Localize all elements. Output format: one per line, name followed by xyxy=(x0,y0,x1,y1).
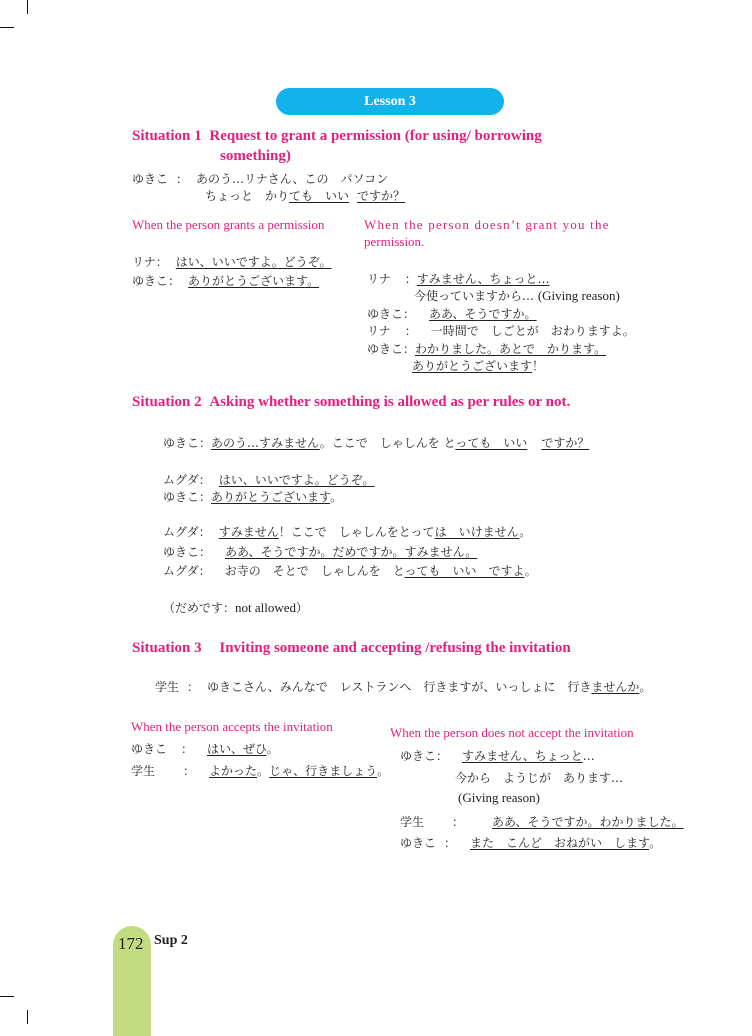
punctuation: 。 xyxy=(330,490,343,504)
dialogue-text: ああ、そうですか。わかりました。 xyxy=(492,815,684,829)
separator: ： xyxy=(404,324,417,338)
separator: ： xyxy=(452,815,465,829)
situation2-heading xyxy=(132,394,570,411)
speaker: リナ xyxy=(367,272,391,286)
dialogue-text: ありがとうございます。 xyxy=(188,274,320,288)
situation2-title: Asking whether something is allowed as per rules or not. xyxy=(209,394,571,410)
s1-grant-line1 xyxy=(132,253,332,270)
grammar-highlight: ても いい xyxy=(289,189,350,203)
dialogue-text: あのう…すみません xyxy=(211,436,320,450)
s2-line3 xyxy=(163,488,342,505)
situation1-heading xyxy=(132,128,542,145)
speaker: 学生 xyxy=(131,764,156,778)
speaker: ゆきこ xyxy=(163,490,200,504)
s1-deny-line6 xyxy=(412,357,544,374)
speaker: ゆきこ xyxy=(400,749,437,763)
grammar-highlight: ませんか xyxy=(591,680,640,694)
situation1-title-line1: Request to grant a permission (for using/ borrowing xyxy=(209,128,542,144)
separator: ： xyxy=(183,764,196,778)
crop-mark-bottom-left-h xyxy=(0,996,14,997)
note-en: not allowed xyxy=(235,600,297,615)
situation3-title: Inviting someone and accepting /refusing the invitation xyxy=(219,640,571,656)
supplement-label: Sup 2 xyxy=(154,933,188,948)
speaker: ゆきこ xyxy=(367,307,404,321)
situation1-number: Situation 1 xyxy=(132,128,202,144)
speaker: ムグダ xyxy=(163,525,199,539)
dialogue-text: はい、ぜひ xyxy=(207,742,267,756)
dialogue-text: 。ここで しゃしんを と xyxy=(319,436,456,450)
separator: ： xyxy=(199,490,212,504)
dialogue-text: お寺の そとで しゃしんを と xyxy=(224,564,405,578)
grammar-highlight: っても いい xyxy=(455,436,528,450)
speaker: リナ xyxy=(367,324,391,338)
situation3-number: Situation 3 xyxy=(132,640,202,656)
s3-refuse-line2: 今から ようじが あります… xyxy=(455,771,624,785)
speaker: ゆきこ xyxy=(163,436,200,450)
dialogue-text: ああ、そうですか。だめですか。すみません。 xyxy=(225,545,478,559)
s1-deny-label-line2: permission. xyxy=(364,234,425,249)
s1-deny-line5 xyxy=(367,340,606,357)
separator: ： xyxy=(198,525,211,539)
s1-deny-line4 xyxy=(367,322,635,339)
dialogue-text: 今使っていますから… xyxy=(414,289,535,303)
dialogue-text: すみません xyxy=(218,525,279,539)
dialogue-text: ありがとうございます xyxy=(211,490,331,504)
s2-line1 xyxy=(163,434,589,451)
s2-line2 xyxy=(163,471,375,488)
speaker: 学生 xyxy=(155,680,180,694)
separator: ： xyxy=(155,255,168,269)
s3-refuse-line4 xyxy=(400,813,684,830)
dialogue-text: ちょっと かり xyxy=(205,189,290,203)
dialogue-text: ですか？ xyxy=(541,436,590,450)
separator: ： xyxy=(404,272,417,286)
grammar-highlight: っても いい ですよ xyxy=(404,564,525,578)
punctuation: ！ xyxy=(532,359,545,373)
crop-mark-top-left-h xyxy=(0,27,14,28)
s1-grant-label: When the person grants a permission xyxy=(132,217,325,232)
s1-question-line2 xyxy=(205,187,405,204)
s2-line5 xyxy=(163,543,477,560)
dialogue-text: はい、いいですよ。どうぞ。 xyxy=(175,255,332,269)
separator: ： xyxy=(436,749,449,763)
s3-refuse-label: When the person does not accept the invitation xyxy=(390,725,634,740)
separator: ： xyxy=(199,436,212,450)
s3-refuse-line3: (Giving reason) xyxy=(458,790,540,805)
dialogue-text: ！ここで しゃしんをとって xyxy=(278,525,435,539)
dialogue-text: ああ、そうですか。 xyxy=(429,307,537,321)
s3-refuse-line1 xyxy=(400,747,595,764)
separator: ： xyxy=(168,274,181,288)
dialogue-text: あのう…リナさん、この パソコン xyxy=(196,172,389,186)
s1-deny-label-line1: When the person doesn’t grant you the xyxy=(364,217,610,232)
dialogue-text: ゆきこさん、みんなで レストランへ 行きますが、いっしょに 行き xyxy=(207,680,592,694)
s1-deny-line2 xyxy=(414,287,620,304)
speaker: 学生 xyxy=(400,815,425,829)
dialogue-text: はい、いいですよ。どうぞ。 xyxy=(218,473,375,487)
dialogue-text: じゃ、行きましょう xyxy=(269,764,378,778)
s3-refuse-line5 xyxy=(400,834,661,851)
lesson-title-banner: Lesson 3 xyxy=(276,88,504,115)
dialogue-text: 一時間で しごとが おわりますよ。 xyxy=(430,324,635,338)
s3-invite-line xyxy=(155,678,651,695)
speaker: ゆきこ xyxy=(132,172,169,186)
grammar-highlight: は いけません xyxy=(434,525,520,539)
s3-accept-label: When the person accepts the invitation xyxy=(131,719,333,734)
dialogue-text: よかった xyxy=(209,764,258,778)
punctuation: … xyxy=(582,749,595,763)
punctuation: ） xyxy=(296,601,309,615)
separator: ： xyxy=(198,473,211,487)
crop-mark-bottom-left-v xyxy=(27,1010,28,1024)
separator: ： xyxy=(198,564,211,578)
separator: ： xyxy=(444,836,457,850)
crop-mark-top-left-v xyxy=(27,0,28,14)
dialogue-text: すみません、ちょっと… xyxy=(416,272,550,286)
note-jp: （だめです： xyxy=(163,601,236,615)
separator: ： xyxy=(181,742,194,756)
speaker: ゆきこ xyxy=(132,274,169,288)
s1-deny-line3 xyxy=(367,305,537,322)
s1-deny-line1 xyxy=(367,270,550,287)
punctuation: 。 xyxy=(377,764,390,778)
dialogue-text: また こんど おねがい します xyxy=(470,836,650,850)
speaker: ゆきこ xyxy=(131,742,168,756)
s3-accept-line2 xyxy=(131,762,389,779)
separator: ： xyxy=(176,172,189,186)
separator: ： xyxy=(199,545,212,559)
speaker: ムグダ xyxy=(163,473,199,487)
speaker: ゆきこ xyxy=(400,836,437,850)
speaker: ゆきこ xyxy=(367,342,404,356)
punctuation: 。 xyxy=(519,525,532,539)
page-number: 172 xyxy=(118,934,144,953)
s2-note xyxy=(163,599,308,616)
dialogue-text: ありがとうございます xyxy=(412,359,533,373)
punctuation: 。 xyxy=(649,836,662,850)
s3-accept-line1 xyxy=(131,740,279,757)
speaker: リナ xyxy=(132,255,156,269)
dialogue-text: わかりました。あとで かります。 xyxy=(415,342,607,356)
punctuation: 。 xyxy=(266,742,279,756)
separator: ： xyxy=(403,342,416,356)
situation1-title-line2: something) xyxy=(220,148,291,164)
dialogue-text: すみません、ちょっと xyxy=(462,749,583,763)
punctuation: 。 xyxy=(257,764,270,778)
s1-grant-line2 xyxy=(132,272,319,289)
punctuation: 。 xyxy=(639,680,652,694)
separator: ： xyxy=(403,307,416,321)
dialogue-text: ですか？ xyxy=(357,189,406,203)
s2-line6 xyxy=(163,562,537,579)
situation3-heading xyxy=(132,640,571,657)
s2-line4 xyxy=(163,523,531,540)
speaker: ゆきこ xyxy=(163,545,200,559)
s1-question-line1 xyxy=(132,170,388,187)
situation2-number: Situation 2 xyxy=(132,394,202,410)
reason-note: (Giving reason) xyxy=(537,288,620,303)
speaker: ムグダ xyxy=(163,564,199,578)
punctuation: 。 xyxy=(524,564,537,578)
separator: ： xyxy=(187,680,200,694)
